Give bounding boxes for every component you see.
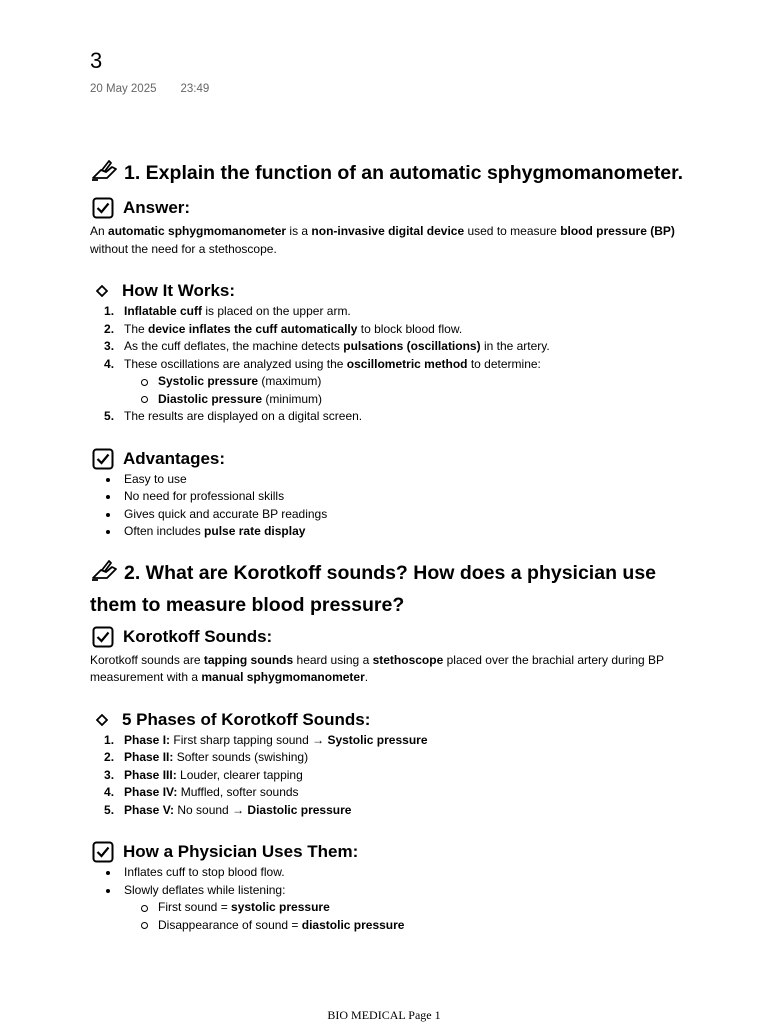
text-run: to determine: (467, 356, 541, 371)
text-run: First sharp tapping sound → (170, 732, 328, 747)
bold-run: Phase I: (124, 732, 171, 747)
page-footer: BIO MEDICAL Page 1 (327, 1008, 441, 1022)
text-run: used to measure (464, 224, 561, 238)
list-item (124, 882, 690, 935)
text-run: Muffled, softer sounds (177, 785, 299, 799)
korotkoff-sounds-heading (90, 626, 690, 648)
answer-heading (90, 197, 690, 219)
korotkoff-paragraph (90, 652, 690, 687)
list-item (124, 321, 690, 339)
bold-run: non-invasive digital device (311, 224, 465, 238)
bold-run: Phase V: (124, 802, 175, 817)
text-run: Korotkoff sounds are (90, 652, 204, 667)
check-box-icon (92, 626, 114, 648)
note-content (90, 158, 690, 934)
text-run: First sound = (158, 900, 232, 914)
text-run: placed over the brachial artery during BP measurement with a (90, 652, 664, 684)
list-item (124, 802, 690, 820)
list-item (124, 784, 690, 802)
check-box-icon (92, 197, 114, 219)
bold-run: tapping sounds (203, 652, 294, 667)
diamond-icon (96, 285, 108, 297)
bold-run: Phase II: (124, 750, 174, 764)
bold-run: Systolic pressure (158, 374, 259, 388)
question-1-heading (90, 158, 690, 191)
physician-uses-text: How a Physician Uses Them: (123, 842, 359, 861)
text-run: (maximum) (258, 374, 322, 388)
list-item: No need for professional skills (124, 488, 690, 506)
text-run: Often includes (124, 524, 205, 538)
text-run: is placed on the upper arm. (202, 304, 351, 318)
list-item: Easy to use (124, 471, 690, 489)
page-date: 20 May 2025 (90, 83, 157, 95)
advantages-heading (90, 448, 690, 470)
list-item (124, 767, 690, 785)
diamond-icon (96, 714, 108, 726)
bold-run: Diastolic pressure (247, 802, 352, 817)
phases-text: 5 Phases of Korotkoff Sounds: (122, 709, 371, 729)
advantages-list (90, 471, 690, 541)
text-run: These oscillations are analyzed using the (124, 356, 347, 371)
korotkoff-sounds-text: Korotkoff Sounds: (123, 626, 273, 646)
list-item (124, 732, 690, 750)
bold-run: diastolic pressure (301, 917, 405, 932)
how-it-works-heading (90, 280, 690, 302)
question-1-text: 1. Explain the function of an automatic sphygmomanometer. (124, 162, 684, 184)
list-item (158, 917, 690, 935)
sub-list (124, 899, 690, 934)
text-run: Louder, clearer tapping (176, 767, 303, 782)
text-run: to block blood flow. (357, 321, 463, 336)
list-item (158, 391, 690, 409)
text-run: in the artery. (480, 339, 550, 353)
text-run: The results are displayed on a digital screen. (124, 409, 363, 423)
bold-run: stethoscope (372, 652, 444, 667)
bold-run: Systolic pressure (327, 732, 428, 747)
list-item (124, 338, 690, 356)
text-run: . (364, 670, 369, 684)
text-run: heard using a (293, 652, 373, 667)
text-run: Softer sounds (swishing) (173, 750, 309, 764)
text-run: (minimum) (262, 391, 323, 406)
answer-heading-text: Answer: (123, 198, 191, 217)
list-item: Inflates cuff to stop blood flow. (124, 864, 690, 882)
check-box-icon (92, 841, 114, 863)
page-title: 3 (90, 48, 103, 73)
bold-run: Inflatable cuff (124, 304, 203, 318)
page-time: 23:49 (180, 83, 210, 95)
list-item (158, 373, 690, 391)
bold-run: pulse rate display (204, 524, 306, 538)
bold-run: device inflates the cuff automatically (148, 321, 358, 336)
bold-run: oscillometric method (346, 356, 468, 371)
question-2-heading (90, 558, 690, 620)
bold-run: Phase III: (124, 767, 177, 782)
text-run: An (90, 224, 109, 238)
text-run: No sound → (174, 802, 248, 817)
physician-uses-heading (90, 841, 690, 863)
list-item (124, 749, 690, 767)
text-run: without the need for a stethoscope. (90, 241, 277, 256)
advantages-text: Advantages: (123, 448, 226, 468)
phases-list (90, 732, 690, 820)
bold-run: manual sphygmomanometer (201, 670, 365, 684)
physician-uses-list (90, 864, 690, 934)
text-run: The (124, 321, 149, 336)
check-box-icon (92, 448, 114, 470)
bold-run: systolic pressure (231, 900, 330, 914)
list-item (124, 303, 690, 321)
writing-hand-icon (90, 565, 118, 587)
bold-run: Phase IV: (124, 785, 178, 799)
list-item (158, 899, 690, 917)
how-it-works-text: How It Works: (122, 281, 236, 300)
page-meta (90, 83, 209, 95)
phases-heading (90, 709, 690, 731)
question-2-text: 2. What are Korotkoff sounds? How does a physician use them to measure blood pressure? (90, 561, 657, 616)
bold-run: blood pressure (BP) (560, 224, 675, 238)
text-run: Disappearance of sound = (158, 917, 302, 932)
bold-run: pulsations (oscillations) (343, 339, 481, 353)
list-item (124, 523, 690, 541)
writing-hand-icon (90, 165, 118, 187)
sub-list (124, 373, 690, 408)
list-item: Gives quick and accurate BP readings (124, 506, 690, 524)
bold-run: automatic sphygmomanometer (108, 224, 287, 238)
answer-paragraph (90, 223, 690, 258)
text-run: Slowly deflates while listening: (124, 882, 286, 897)
how-it-works-list (90, 303, 690, 426)
bold-run: Diastolic pressure (158, 391, 263, 406)
text-run: As the cuff deflates, the machine detects (124, 339, 344, 353)
list-item (124, 408, 690, 426)
text-run: is a (286, 224, 312, 238)
list-item (124, 356, 690, 409)
